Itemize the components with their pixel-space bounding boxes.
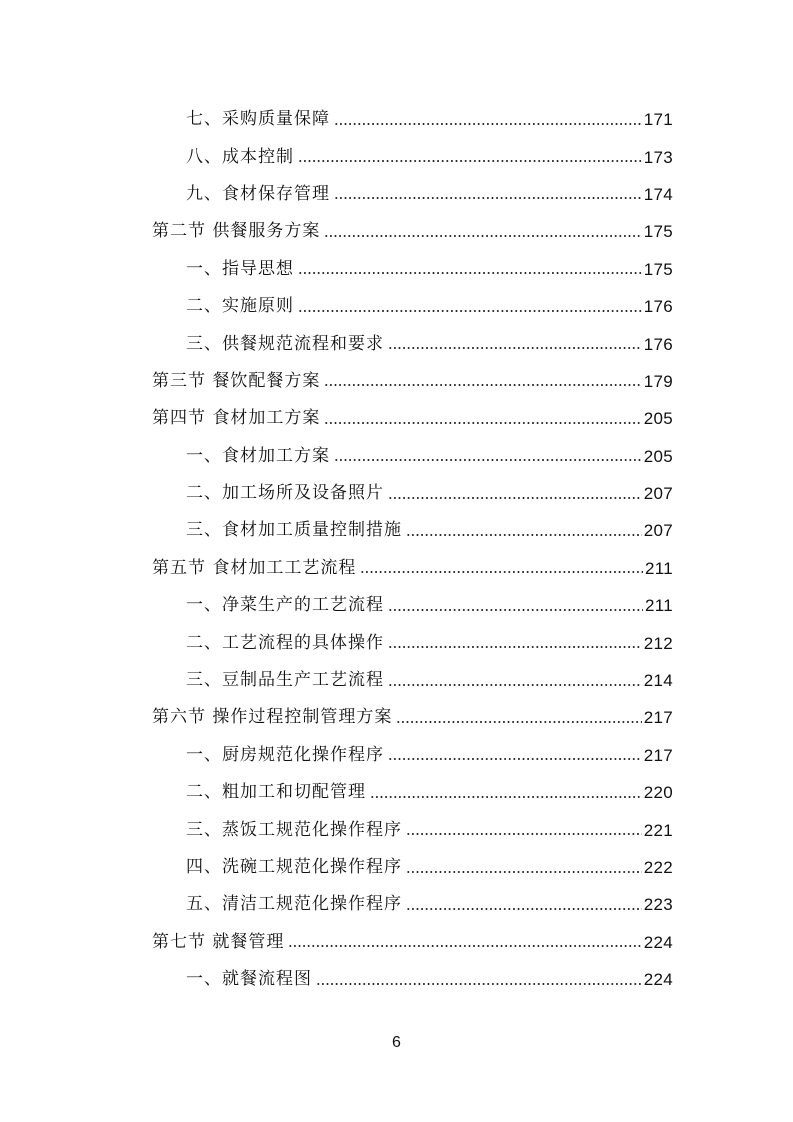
toc-section-entry[interactable] bbox=[0, 550, 793, 587]
toc-subsection-entry[interactable] bbox=[0, 512, 793, 549]
toc-entry-page-number: 224 bbox=[643, 970, 673, 990]
toc-entry-title: 一、厨房规范化操作程序 bbox=[186, 744, 384, 765]
toc-dot-leader bbox=[324, 418, 641, 428]
toc-entry-title: 第六节 操作过程控制管理方案 bbox=[152, 707, 393, 728]
toc-entry-title: 五、清洁工规范化操作程序 bbox=[186, 894, 402, 915]
toc-entry-page-number: 207 bbox=[643, 484, 673, 504]
toc-dot-leader bbox=[324, 231, 641, 241]
toc-dot-leader bbox=[288, 941, 641, 951]
toc-subsection-entry[interactable] bbox=[0, 849, 793, 886]
toc-subsection-entry[interactable] bbox=[0, 624, 793, 661]
toc-subsection-entry[interactable] bbox=[0, 886, 793, 923]
toc-entry-title: 二、实施原则 bbox=[186, 296, 294, 317]
toc-dot-leader bbox=[406, 829, 642, 839]
toc-entry-page-number: 171 bbox=[643, 110, 673, 130]
toc-entry-title: 三、供餐规范流程和要求 bbox=[186, 333, 384, 354]
toc-dot-leader bbox=[406, 867, 642, 877]
toc-subsection-entry[interactable] bbox=[0, 176, 793, 213]
toc-entry-page-number: 174 bbox=[643, 184, 673, 204]
toc-entry-title: 第三节 餐饮配餐方案 bbox=[152, 370, 321, 391]
toc-section-entry[interactable] bbox=[0, 363, 793, 400]
toc-entry-page-number: 205 bbox=[643, 446, 673, 466]
toc-entry-title: 第二节 供餐服务方案 bbox=[152, 221, 321, 242]
toc-entry-title: 第四节 食材加工方案 bbox=[152, 408, 321, 429]
toc-entry-title: 八、成本控制 bbox=[186, 146, 294, 167]
toc-section-entry[interactable] bbox=[0, 213, 793, 250]
toc-subsection-entry[interactable] bbox=[0, 101, 793, 138]
toc-entry-title: 二、粗加工和切配管理 bbox=[186, 782, 366, 803]
toc-entry-page-number: 179 bbox=[643, 371, 673, 391]
toc-subsection-entry[interactable] bbox=[0, 325, 793, 362]
toc-dot-leader bbox=[396, 717, 641, 727]
toc-subsection-entry[interactable] bbox=[0, 288, 793, 325]
toc-entry-page-number: 176 bbox=[643, 297, 673, 317]
toc-entry-page-number: 175 bbox=[643, 222, 673, 242]
toc-entry-page-number: 212 bbox=[643, 633, 673, 653]
toc-entry-title: 四、洗碗工规范化操作程序 bbox=[186, 857, 402, 877]
toc-entry-title: 三、食材加工质量控制措施 bbox=[186, 520, 402, 541]
toc-subsection-entry[interactable] bbox=[0, 587, 793, 624]
toc-dot-leader bbox=[324, 380, 641, 390]
toc-dot-leader bbox=[388, 343, 642, 353]
toc-entry-title: 二、工艺流程的具体操作 bbox=[186, 632, 384, 653]
toc-dot-leader bbox=[388, 493, 642, 503]
toc-subsection-entry[interactable] bbox=[0, 811, 793, 848]
toc-subsection-entry[interactable] bbox=[0, 774, 793, 811]
toc-subsection-entry[interactable] bbox=[0, 961, 793, 998]
toc-section-entry[interactable] bbox=[0, 400, 793, 437]
toc-entry-title: 二、加工场所及设备照片 bbox=[186, 483, 384, 504]
toc-dot-leader bbox=[334, 193, 642, 203]
toc-entry-page-number: 220 bbox=[643, 783, 673, 803]
toc-dot-leader bbox=[388, 642, 642, 652]
toc-entry-page-number: 173 bbox=[643, 147, 673, 167]
toc-entry-title: 三、蒸饭工规范化操作程序 bbox=[186, 819, 402, 840]
toc-entry-title: 九、食材保存管理 bbox=[186, 183, 330, 204]
toc-dot-leader bbox=[334, 119, 642, 129]
toc-subsection-entry[interactable] bbox=[0, 737, 793, 774]
toc-section-entry[interactable] bbox=[0, 924, 793, 961]
toc-entry-title: 七、采购质量保障 bbox=[186, 109, 330, 130]
toc-dot-leader bbox=[388, 680, 642, 690]
toc-entry-title: 一、指导思想 bbox=[186, 258, 294, 279]
toc-entry-title: 一、净菜生产的工艺流程 bbox=[186, 595, 384, 616]
toc-entry-page-number: 223 bbox=[643, 895, 673, 915]
toc-subsection-entry[interactable] bbox=[0, 251, 793, 288]
toc-entry-page-number: 217 bbox=[643, 745, 673, 765]
toc-entry-page-number: 214 bbox=[643, 671, 673, 691]
toc-entry-page-number: 221 bbox=[643, 820, 673, 840]
toc-entry-title: 一、食材加工方案 bbox=[186, 445, 330, 466]
page-number: 6 bbox=[392, 1034, 401, 1051]
toc-entry-page-number: 211 bbox=[644, 558, 673, 578]
toc-entry-page-number: 205 bbox=[643, 409, 673, 429]
toc-subsection-entry[interactable] bbox=[0, 475, 793, 512]
toc-entry-page-number: 207 bbox=[643, 521, 673, 541]
toc-dot-leader bbox=[370, 792, 642, 802]
toc-section-entry[interactable] bbox=[0, 699, 793, 736]
toc-dot-leader bbox=[298, 306, 642, 316]
table-of-contents bbox=[0, 101, 793, 998]
toc-dot-leader bbox=[298, 268, 642, 278]
toc-entry-page-number: 176 bbox=[643, 334, 673, 354]
toc-dot-leader bbox=[316, 979, 642, 989]
toc-dot-leader bbox=[388, 605, 643, 615]
toc-dot-leader bbox=[298, 156, 642, 166]
toc-subsection-entry[interactable] bbox=[0, 138, 793, 175]
toc-subsection-entry[interactable] bbox=[0, 438, 793, 475]
toc-dot-leader bbox=[360, 567, 643, 577]
toc-entry-title: 第七节 就餐管理 bbox=[152, 931, 285, 952]
toc-entry-title: 三、豆制品生产工艺流程 bbox=[186, 670, 384, 691]
toc-entry-page-number: 222 bbox=[643, 858, 673, 877]
toc-dot-leader bbox=[388, 754, 642, 764]
toc-entry-page-number: 211 bbox=[644, 596, 673, 616]
toc-entry-page-number: 224 bbox=[643, 932, 673, 952]
toc-dot-leader bbox=[406, 904, 642, 914]
toc-entry-page-number: 217 bbox=[643, 708, 673, 728]
toc-entry-title: 一、就餐流程图 bbox=[186, 969, 312, 990]
toc-entry-page-number: 175 bbox=[643, 259, 673, 279]
toc-entry-title: 第五节 食材加工工艺流程 bbox=[152, 557, 357, 578]
toc-dot-leader bbox=[406, 530, 642, 540]
toc-subsection-entry[interactable] bbox=[0, 662, 793, 699]
toc-dot-leader bbox=[334, 455, 642, 465]
